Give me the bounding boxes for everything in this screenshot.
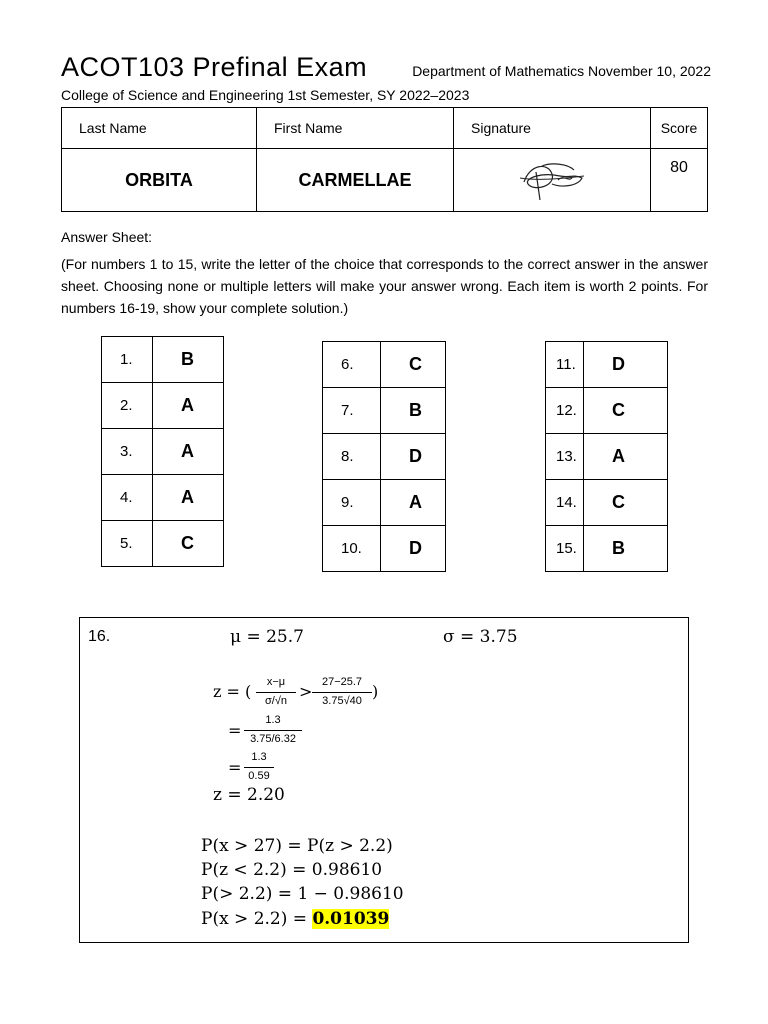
answer-row: [323, 526, 446, 572]
answer-number: 10.: [323, 526, 381, 572]
answer-number: 13.: [546, 434, 584, 480]
signature-image: [512, 152, 592, 204]
answer-letter: D: [381, 526, 446, 572]
answer-number: 12.: [546, 388, 584, 434]
exam-subtitle: College of Science and Engineering 1st Semester, SY 2022–2023: [61, 87, 470, 103]
frac3-numerator: 1.3: [265, 714, 281, 726]
answer-letter: B: [153, 337, 224, 383]
frac2-bar: [312, 692, 372, 693]
signature-cell: [454, 149, 651, 212]
answer-number: 11.: [546, 342, 584, 388]
gt-sign: >: [299, 682, 313, 701]
instructions: (For numbers 1 to 15, write the letter of the choice that corresponds to the correct answer in the answer sheet. Choosing none or multiple letters will make your answer wrong. Each item is worth 2 points. For numbers 16-19, show your complete solution.): [61, 256, 708, 316]
first-name-value: CARMELLAE: [257, 149, 454, 212]
answer-number: 2.: [102, 383, 153, 429]
exam-header: [61, 52, 711, 83]
frac1-numerator: x−μ: [266, 676, 286, 688]
answer-letter: D: [381, 434, 446, 480]
answer-row: [102, 383, 224, 429]
answer-letter: C: [584, 388, 668, 434]
answer-table-11-15: [545, 341, 668, 572]
answer-letter: A: [153, 475, 224, 521]
answer-letter: D: [584, 342, 668, 388]
mu-value: μ = 25.7: [230, 627, 304, 647]
probability-line-3: P(> 2.2) = 1 − 0.98610: [201, 884, 404, 904]
answer-table-1-5: [101, 336, 224, 567]
frac1-bar: [256, 692, 296, 693]
answer-row: [546, 526, 668, 572]
answer-sheet-label: Answer Sheet:: [61, 229, 153, 245]
answer-number: 8.: [323, 434, 381, 480]
answer-row: [102, 429, 224, 475]
probability-line-4: [201, 909, 389, 929]
last-name-value: ORBITA: [62, 149, 257, 212]
frac4-bar: [244, 767, 274, 768]
final-answer-highlight: 0.01039: [312, 909, 390, 929]
answer-number: 1.: [102, 337, 153, 383]
frac1-denominator: σ/√n: [265, 695, 287, 707]
solution-box-16: [79, 617, 689, 943]
score-label: Score: [651, 108, 708, 149]
item-number: 16.: [88, 628, 111, 645]
answer-letter: C: [153, 521, 224, 567]
frac4-denominator: 0.59: [248, 770, 270, 782]
answer-number: 15.: [546, 526, 584, 572]
answer-number: 5.: [102, 521, 153, 567]
answer-letter: A: [153, 429, 224, 475]
answer-row: [102, 337, 224, 383]
last-name-label: Last Name: [62, 108, 257, 149]
frac3-bar: [244, 730, 302, 731]
answer-letter: B: [584, 526, 668, 572]
answer-row: [102, 475, 224, 521]
answer-row: [323, 388, 446, 434]
answer-letter: A: [153, 383, 224, 429]
equals-sign: =: [228, 721, 242, 740]
z-result: z = 2.20: [213, 785, 285, 805]
frac4-numerator: 1.3: [251, 751, 267, 763]
answer-number: 6.: [323, 342, 381, 388]
first-name-label: First Name: [257, 108, 454, 149]
answer-number: 14.: [546, 480, 584, 526]
answer-letter: A: [584, 434, 668, 480]
answer-number: 3.: [102, 429, 153, 475]
frac3-denominator: 3.75/6.32: [250, 733, 296, 745]
answer-letter: B: [381, 388, 446, 434]
probability-line-2: P(z < 2.2) = 0.98610: [201, 860, 383, 880]
answer-row: [323, 342, 446, 388]
answer-row: [546, 342, 668, 388]
exam-title: ACOT103 Prefinal Exam: [61, 52, 368, 82]
answer-row: [546, 480, 668, 526]
probability-line-1: P(x > 27) = P(z > 2.2): [201, 836, 393, 856]
signature-label: Signature: [454, 108, 651, 149]
probability-line-4-lhs: P(x > 2.2) =: [201, 909, 313, 929]
answer-letter: C: [584, 480, 668, 526]
answer-row: [323, 480, 446, 526]
answer-row: [323, 434, 446, 480]
answer-letter: C: [381, 342, 446, 388]
answer-number: 4.: [102, 475, 153, 521]
frac2-numerator: 27−25.7: [321, 676, 363, 688]
student-info-table: [61, 107, 708, 212]
sigma-value: σ = 3.75: [443, 627, 518, 647]
answer-letter: A: [381, 480, 446, 526]
score-value: 80: [651, 149, 708, 212]
answer-table-6-10: [322, 341, 446, 572]
exam-meta: Department of Mathematics November 10, 2022: [412, 63, 711, 79]
frac2-denominator: 3.75√40: [322, 695, 362, 707]
equals-sign: =: [228, 758, 242, 777]
answer-row: [546, 434, 668, 480]
answer-row: [102, 521, 224, 567]
z-formula-lhs: z = (: [213, 682, 252, 701]
close-paren: ): [372, 682, 379, 701]
answer-number: 9.: [323, 480, 381, 526]
answer-row: [546, 388, 668, 434]
answer-number: 7.: [323, 388, 381, 434]
